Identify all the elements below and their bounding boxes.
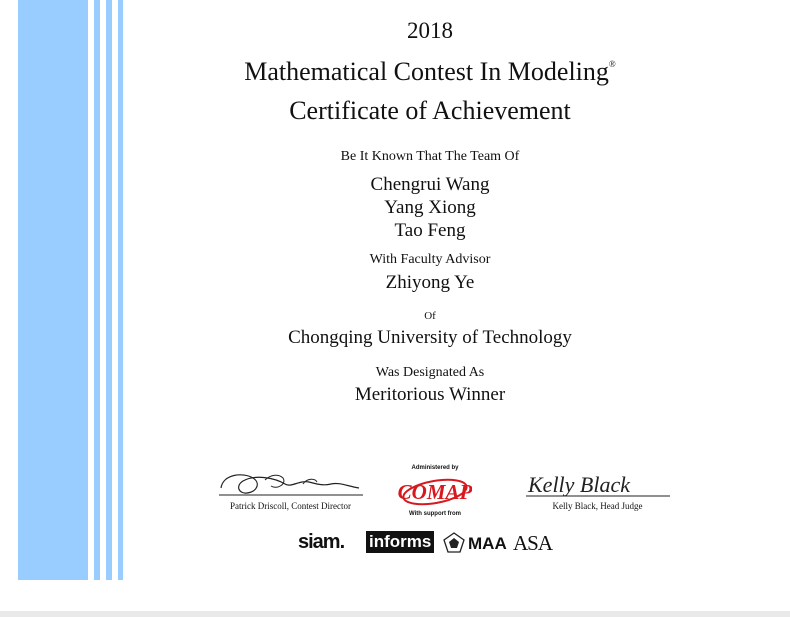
head-judge-signature-block [520, 472, 675, 511]
with-support-label: With support from [409, 511, 461, 517]
designated-label: Was Designated As [375, 365, 485, 380]
signature-image [520, 472, 675, 500]
svg-text:MAA: MAA [468, 534, 507, 553]
asa-logo: ASA [513, 531, 553, 555]
maa-logo-icon [442, 530, 508, 558]
certificate-title: Certificate of Achievement [289, 96, 571, 125]
advisor-name: Zhiyong Ye [385, 272, 475, 293]
certificate-year: 2018 [407, 18, 453, 43]
contest-name: Mathematical Contest In Modeling® [244, 57, 616, 86]
team-member: Tao Feng [394, 220, 466, 241]
comap-logo [395, 465, 475, 521]
team-member: Chengrui Wang [370, 174, 490, 195]
decorative-stripe [94, 0, 100, 580]
signature-caption: Patrick Driscoll, Contest Director [230, 501, 351, 511]
maa-logo [442, 530, 508, 560]
svg-text:Kelly Black: Kelly Black [528, 472, 631, 497]
of-label: Of [424, 310, 436, 322]
award-title: Meritorious Winner [354, 384, 506, 405]
informs-logo: informs [366, 531, 434, 561]
decorative-stripe [106, 0, 112, 580]
team-member: Yang Xiong [384, 197, 476, 218]
administered-by-label: Administered by [411, 465, 459, 471]
decorative-stripe [18, 0, 88, 580]
intro-text: Be It Known That The Team Of [340, 149, 520, 164]
institution-name: Chongqing University of Technology [288, 327, 572, 348]
signature-caption: Kelly Black, Head Judge [552, 501, 643, 511]
comap-wordmark-icon [398, 473, 472, 511]
registered-mark: ® [608, 59, 616, 70]
decorative-stripe [118, 0, 123, 580]
siam-logo: siam. [298, 531, 345, 553]
svg-text:COMAP: COMAP [398, 480, 472, 504]
signature-image [213, 466, 368, 500]
advisor-label: With Faculty Advisor [369, 252, 491, 267]
contest-director-signature-block [213, 466, 368, 511]
